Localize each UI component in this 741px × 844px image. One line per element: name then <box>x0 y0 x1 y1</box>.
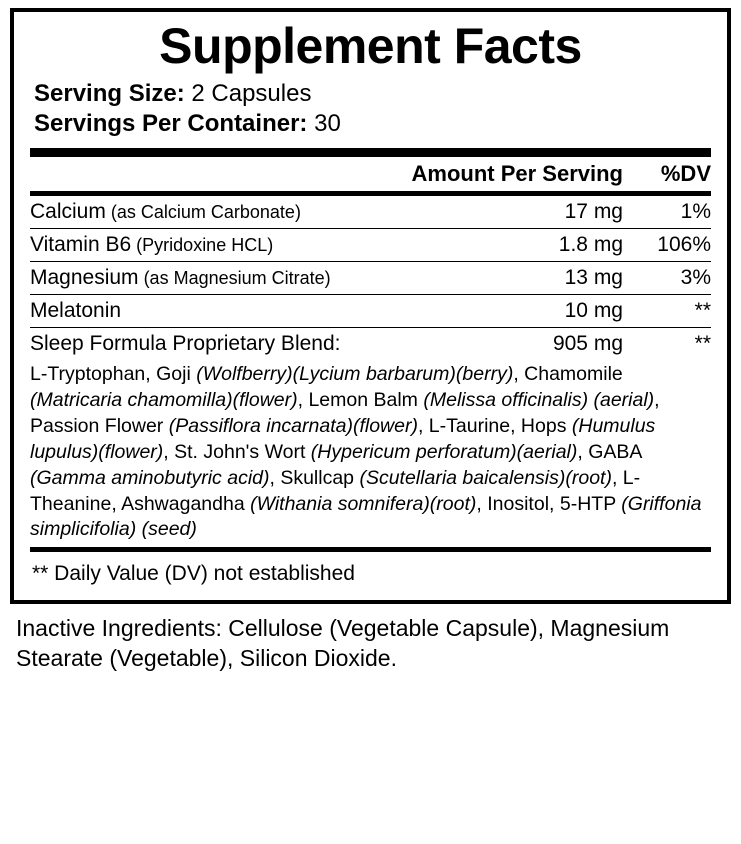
blend-amount: 905 mg <box>552 331 623 355</box>
nutrient-amount: 1.8 mg <box>508 228 637 261</box>
nutrient-name-cell <box>30 196 508 229</box>
serving-size-line <box>34 79 711 110</box>
table-row <box>30 294 711 327</box>
nutrient-name: Magnesium <box>30 265 139 289</box>
nutrient-rows-table <box>30 196 711 360</box>
nutrient-name-cell <box>30 228 508 261</box>
nutrition-table <box>30 157 711 191</box>
nutrient-source: (Pyridoxine HCL) <box>131 234 274 255</box>
table-row <box>30 196 711 229</box>
servings-per-container-label: Servings Per Container: <box>34 110 308 138</box>
nutrient-dv: 3% <box>637 261 711 294</box>
nutrient-source: (as Magnesium Citrate) <box>138 267 331 288</box>
servings-per-container-line <box>34 109 711 140</box>
nutrient-source: (as Calcium Carbonate) <box>105 201 301 222</box>
nutrient-name: Calcium <box>30 199 106 223</box>
table-row <box>30 228 711 261</box>
nutrient-name-cell <box>30 294 508 327</box>
nutrient-dv: 1% <box>637 196 711 229</box>
dv-footnote: ** Daily Value (DV) not established <box>32 562 355 586</box>
nutrient-amount: 10 mg <box>508 294 637 327</box>
medium-divider-footnote <box>30 547 711 552</box>
nutrient-amount: 17 mg <box>508 196 637 229</box>
nutrient-name: Vitamin B6 <box>30 232 132 256</box>
heavy-divider-top <box>30 148 711 157</box>
blend-ingredients: L-Tryptophan, Goji (Wolfberry)(Lycium barbarum)(berry), Chamomile (Matricaria chamomilla)(flower), Lemon Balm (Melissa officinalis) (aerial), Passion Flower (Passiflora incarnata)(flower), L-Taurine, Hops (Humulus lupulus)(flower), St. John's Wort (Hypericum perforatum)(aerial), GABA (Gamma aminobutyric acid), Skullcap (Scutellaria baicalensis)(root), L-Theanine, Ashwagandha (Withania somnifera)(root), Inositol, 5-HTP (Griffonia simplicifolia) (seed) <box>30 362 702 541</box>
nutrition-table-body <box>30 157 711 191</box>
nutrient-dv: ** <box>637 294 711 327</box>
serving-size-label: Serving Size: <box>34 79 185 107</box>
table-header-row <box>30 157 711 191</box>
nutrient-rows-body <box>30 196 711 360</box>
panel-title: Supplement Facts <box>159 18 582 74</box>
nutrient-name: Melatonin <box>30 298 122 322</box>
nutrient-name-cell <box>30 261 508 294</box>
servings-per-container-value: 30 <box>314 110 341 138</box>
nutrient-dv: 106% <box>637 228 711 261</box>
nutrient-amount: 13 mg <box>508 261 637 294</box>
blend-row <box>30 327 711 360</box>
facts-panel <box>10 8 731 604</box>
table-row <box>30 261 711 294</box>
blend-dv: ** <box>694 331 711 355</box>
serving-size-value: 2 Capsules <box>191 79 312 107</box>
inactive-ingredients: Inactive Ingredients: Cellulose (Vegetable Capsule), Magnesium Stearate (Vegetable), Silicon Dioxide. <box>16 615 670 672</box>
header-cell-amount: Amount Per Serving <box>411 160 623 186</box>
header-cell-dv: %DV <box>660 160 711 186</box>
blend-name: Sleep Formula Proprietary Blend: <box>30 331 341 355</box>
